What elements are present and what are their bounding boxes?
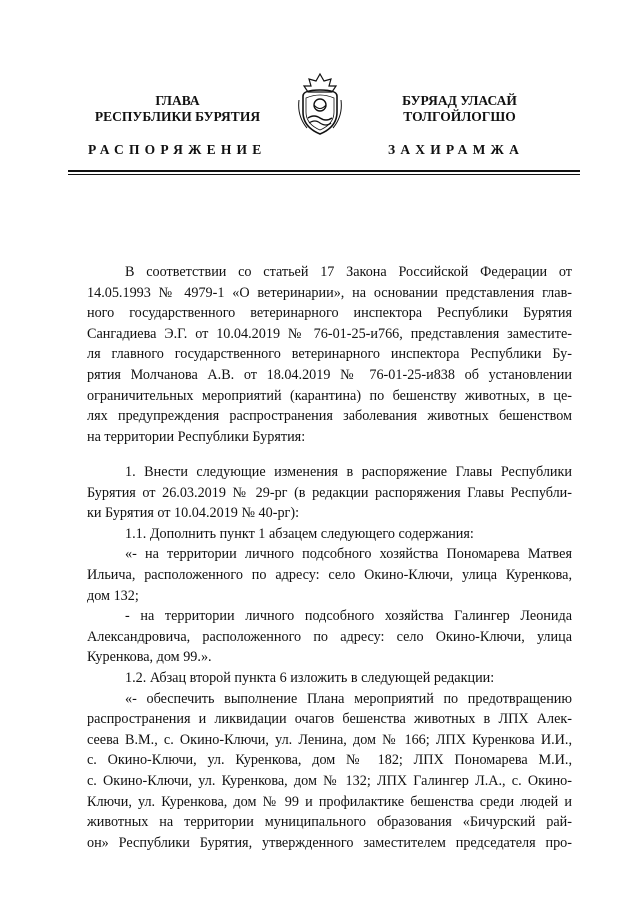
preamble-line: на территории Республики Бурятия: <box>87 428 306 445</box>
item-line: Ильича, расположенного по адресу: село Окино-Ключи, улица Куренкова, <box>87 566 572 583</box>
item-line: 1.2. Абзац второй пункта 6 изложить в следующей редакции: <box>125 669 495 686</box>
preamble-line: Сангадиева Э.Г. от 10.04.2019 № 76-01-25-и766, представления заместите- <box>87 325 572 342</box>
preamble <box>87 262 572 447</box>
item-line: распространения и ликвидации очагов бешенства животных в ЛПХ Алек- <box>87 711 572 728</box>
item-line: с. Окино-Ключи, ул. Куренкова, дом № 132; ЛПХ Галингер Л.А., с. Окино- <box>87 772 572 789</box>
header-left-line-1: ГЛАВА <box>155 93 200 108</box>
coat-of-arms-icon <box>295 72 345 138</box>
header-left-line-2: РЕСПУБЛИКИ БУРЯТИЯ <box>94 109 261 124</box>
document-type-bua: ЗАХИРАМЖА <box>388 142 525 157</box>
preamble-line: В соответствии со статьей 17 Закона Российской Федерации от <box>125 264 572 280</box>
header-divider-thin <box>68 174 580 175</box>
item-line: Ключи, ул. Куренкова, дом № 99 и профилактике бешенства среди людей и <box>87 793 572 810</box>
item-line: животных на территории муниципального образования «Бичурский рай- <box>87 814 572 831</box>
header-left <box>70 93 285 125</box>
item-line: «- обеспечить выполнение Плана мероприятий по предотвращению <box>125 690 572 707</box>
item-line: Александровича, расположенного по адресу: село Окино-Ключи, улица <box>87 628 572 645</box>
header-divider-thick <box>68 170 580 172</box>
header-right-line-1: БУРЯАД УЛАСАЙ <box>402 93 517 108</box>
preamble-line: рятия Молчанова А.В. от 18.04.2019 № 76-01-25-и838 об установлении <box>87 366 572 383</box>
item-line: он» Республики Бурятия, утвержденного заместителем председателя про- <box>87 834 572 851</box>
preamble-line: ного государственного ветеринарного инспектора Республики Бурятия <box>87 305 572 322</box>
item-line: «- на территории личного подсобного хозяйства Пономарева Матвея <box>125 546 572 563</box>
item-line: Бурятия от 26.03.2019 № 29-рг (в редакции распоряжения Главы Республи- <box>87 484 572 501</box>
resolution-items <box>87 462 572 853</box>
item-line: 1. Внести следующие изменения в распоряжение Главы Республики <box>125 464 572 480</box>
preamble-line: ля главного государственного ветеринарного инспектора Республики Бу- <box>87 346 572 363</box>
item-line: сеева В.М., с. Окино-Ключи, ул. Ленина, дом № 166; ЛПХ Куренкова И.И., <box>87 731 572 748</box>
preamble-line: лях предупреждения распространения заболевания животных бешенством <box>87 408 572 425</box>
item-line: дом 132; <box>87 587 139 604</box>
header-right-line-2: ТОЛГОЙЛОГШО <box>403 109 516 124</box>
preamble-line: ограничительных мероприятий (карантина) по бешенству животных, в це- <box>87 387 572 404</box>
item-line: с. Окино-Ключи, ул. Куренкова, дом № 182; ЛПХ Пономарева М.И., <box>87 752 572 769</box>
document-type-ru: РАСПОРЯЖЕНИЕ <box>88 142 267 157</box>
item-line: Куренкова, дом 99.». <box>87 649 212 666</box>
item-line: 1.1. Дополнить пункт 1 абзацем следующего содержания: <box>125 525 474 542</box>
header-right <box>352 93 567 125</box>
preamble-line: 14.05.1993 № 4979-1 «О ветеринарии», на основании представления глав- <box>87 284 572 301</box>
item-line: - на территории личного подсобного хозяйства Галингер Леонида <box>125 608 572 625</box>
item-line: ки Бурятия от 10.04.2019 № 40-рг): <box>87 505 300 522</box>
